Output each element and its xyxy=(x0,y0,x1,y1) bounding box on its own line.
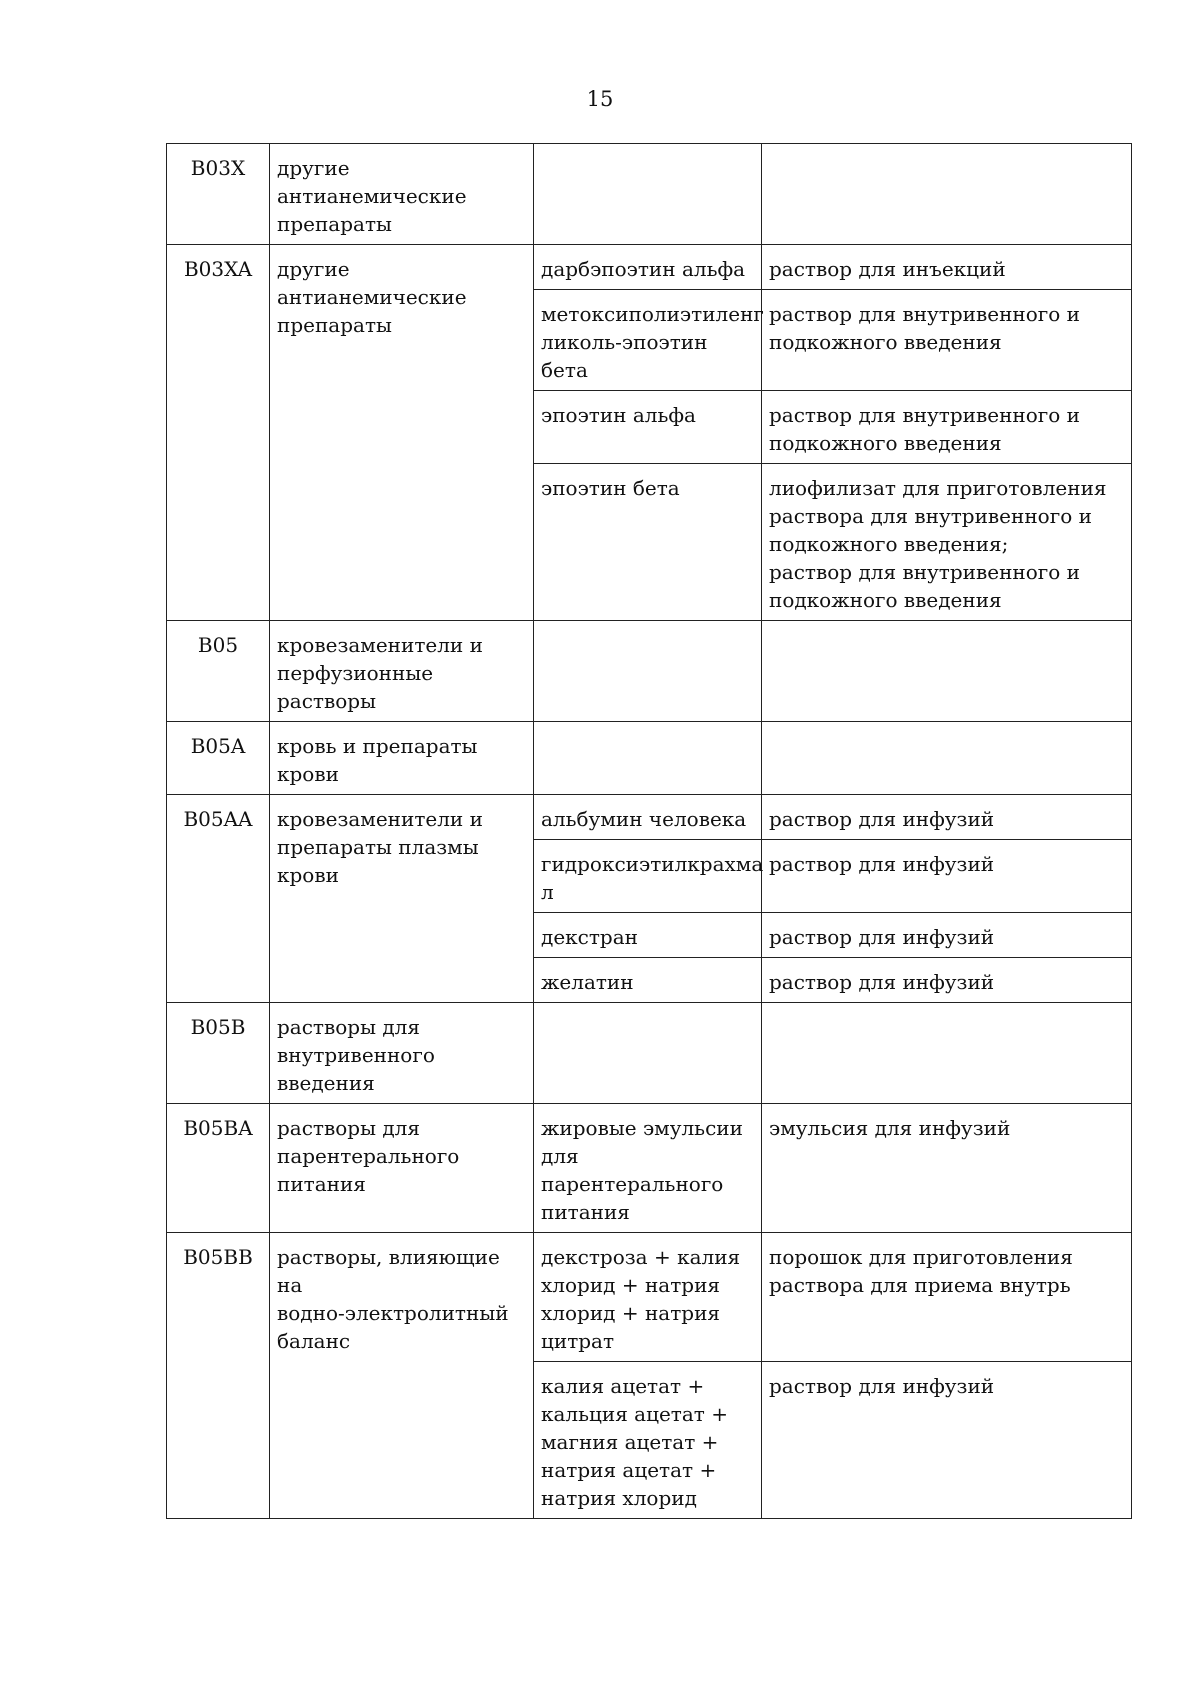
cell-line: подкожного введения xyxy=(769,431,1002,455)
table-body xyxy=(167,144,1132,1519)
cell-line: другие xyxy=(277,257,350,281)
cell-line: растворы для xyxy=(277,1015,421,1039)
drug-name-cell xyxy=(534,1362,762,1519)
drug-name-cell xyxy=(534,840,762,913)
drug-name-cell xyxy=(534,245,762,290)
atc-code-cell: B05A xyxy=(167,722,270,795)
dosage-form-cell xyxy=(762,464,1132,621)
drug-name-cell xyxy=(534,290,762,391)
cell-line: раствора для внутривенного и xyxy=(769,504,1092,528)
dosage-form-cell xyxy=(762,144,1132,245)
drug-name-cell xyxy=(534,1003,762,1104)
cell-line: желатин xyxy=(541,970,634,994)
cell-line: лиофилизат для приготовления xyxy=(769,476,1107,500)
cell-line: подкожного введения; xyxy=(769,532,1009,556)
cell-line: метоксиполиэтиленг xyxy=(541,302,764,326)
cell-line: альбумин человека xyxy=(541,807,747,831)
cell-line: другие xyxy=(277,156,350,180)
table-row xyxy=(167,795,1132,840)
cell-line: декстроза + калия xyxy=(541,1245,741,1269)
group-name-cell xyxy=(270,1003,534,1104)
dosage-form-cell xyxy=(762,958,1132,1003)
cell-line: растворы, влияющие на xyxy=(277,1245,500,1297)
cell-line: парентерального xyxy=(541,1172,724,1196)
table-row xyxy=(167,245,1132,290)
cell-line: цитрат xyxy=(541,1329,615,1353)
cell-line: кровь и препараты xyxy=(277,734,478,758)
cell-line: эпоэтин альфа xyxy=(541,403,696,427)
dosage-form-cell xyxy=(762,1233,1132,1362)
atc-code-cell: B05AA xyxy=(167,795,270,1003)
table-row xyxy=(167,722,1132,795)
table-row xyxy=(167,1104,1132,1233)
atc-code-cell: B05BB xyxy=(167,1233,270,1519)
cell-line: раствор для инфузий xyxy=(769,807,995,831)
group-name-cell xyxy=(270,1104,534,1233)
drug-name-cell xyxy=(534,722,762,795)
dosage-form-cell xyxy=(762,391,1132,464)
cell-line: кровезаменители и xyxy=(277,633,483,657)
cell-line: растворы для xyxy=(277,1116,421,1140)
cell-line: перфузионные xyxy=(277,661,434,685)
cell-line: препараты xyxy=(277,313,392,337)
cell-line: хлорид + натрия xyxy=(541,1273,721,1297)
cell-line: раствор для внутривенного и xyxy=(769,403,1081,427)
cell-line: магния ацетат + xyxy=(541,1430,719,1454)
cell-line: препараты плазмы xyxy=(277,835,479,859)
dosage-form-cell xyxy=(762,290,1132,391)
cell-line: водно-электролитный xyxy=(277,1301,509,1325)
cell-line: для xyxy=(541,1144,579,1168)
dosage-form-cell xyxy=(762,722,1132,795)
cell-line: подкожного введения xyxy=(769,588,1002,612)
cell-line: препараты xyxy=(277,212,392,236)
group-name-cell xyxy=(270,245,534,621)
cell-line: натрия ацетат + xyxy=(541,1458,717,1482)
page-number: 15 xyxy=(586,87,614,111)
atc-code-cell: B03XA xyxy=(167,245,270,621)
cell-line: антианемические xyxy=(277,285,467,309)
cell-line: жировые эмульсии xyxy=(541,1116,743,1140)
cell-line: дарбэпоэтин альфа xyxy=(541,257,746,281)
group-name-cell xyxy=(270,795,534,1003)
cell-line: раствора для приема внутрь xyxy=(769,1273,1071,1297)
cell-line: хлорид + натрия xyxy=(541,1301,721,1325)
cell-line: антианемические xyxy=(277,184,467,208)
dosage-form-cell xyxy=(762,1362,1132,1519)
drug-name-cell xyxy=(534,144,762,245)
cell-line: питания xyxy=(541,1200,630,1224)
group-name-cell xyxy=(270,722,534,795)
table-row xyxy=(167,621,1132,722)
drug-name-cell xyxy=(534,913,762,958)
cell-line: гидроксиэтилкрахма xyxy=(541,852,764,876)
atc-code-cell: B03X xyxy=(167,144,270,245)
dosage-form-cell xyxy=(762,913,1132,958)
cell-line: растворы xyxy=(277,689,377,713)
cell-line: раствор для инфузий xyxy=(769,1374,995,1398)
cell-line: натрия хлорид xyxy=(541,1486,697,1510)
group-name-cell xyxy=(270,1233,534,1519)
cell-line: раствор для внутривенного и xyxy=(769,302,1081,326)
cell-line: кровезаменители и xyxy=(277,807,483,831)
dosage-form-cell xyxy=(762,840,1132,913)
cell-line: баланс xyxy=(277,1329,351,1353)
cell-line: подкожного введения xyxy=(769,330,1002,354)
dosage-form-cell xyxy=(762,1104,1132,1233)
dosage-form-cell xyxy=(762,1003,1132,1104)
cell-line: внутривенного xyxy=(277,1043,435,1067)
drug-name-cell xyxy=(534,1233,762,1362)
drug-name-cell xyxy=(534,795,762,840)
cell-line: кальция ацетат + xyxy=(541,1402,728,1426)
cell-line: раствор для инфузий xyxy=(769,852,995,876)
cell-line: раствор для внутривенного и xyxy=(769,560,1081,584)
drug-name-cell xyxy=(534,464,762,621)
cell-line: введения xyxy=(277,1071,375,1095)
atc-drug-table xyxy=(166,143,1132,1519)
drug-name-cell xyxy=(534,621,762,722)
atc-code-cell: B05B xyxy=(167,1003,270,1104)
table-row xyxy=(167,1233,1132,1362)
cell-line: крови xyxy=(277,863,339,887)
dosage-form-cell xyxy=(762,621,1132,722)
dosage-form-cell xyxy=(762,795,1132,840)
drug-name-cell xyxy=(534,391,762,464)
atc-code-cell: B05BA xyxy=(167,1104,270,1233)
table-row xyxy=(167,144,1132,245)
group-name-cell xyxy=(270,621,534,722)
drug-name-cell xyxy=(534,1104,762,1233)
atc-code-cell: B05 xyxy=(167,621,270,722)
cell-line: эмульсия для инфузий xyxy=(769,1116,1011,1140)
cell-line: раствор для инъекций xyxy=(769,257,1006,281)
cell-line: парентерального xyxy=(277,1144,460,1168)
cell-line: раствор для инфузий xyxy=(769,970,995,994)
table-row xyxy=(167,1003,1132,1104)
dosage-form-cell xyxy=(762,245,1132,290)
cell-line: питания xyxy=(277,1172,366,1196)
group-name-cell xyxy=(270,144,534,245)
cell-line: калия ацетат + xyxy=(541,1374,705,1398)
cell-line: раствор для инфузий xyxy=(769,925,995,949)
cell-line: л xyxy=(541,880,554,904)
cell-line: декстран xyxy=(541,925,638,949)
cell-line: крови xyxy=(277,762,339,786)
cell-line: эпоэтин бета xyxy=(541,476,680,500)
cell-line: порошок для приготовления xyxy=(769,1245,1073,1269)
drug-name-cell xyxy=(534,958,762,1003)
cell-line: ликоль-эпоэтин бета xyxy=(541,330,708,382)
